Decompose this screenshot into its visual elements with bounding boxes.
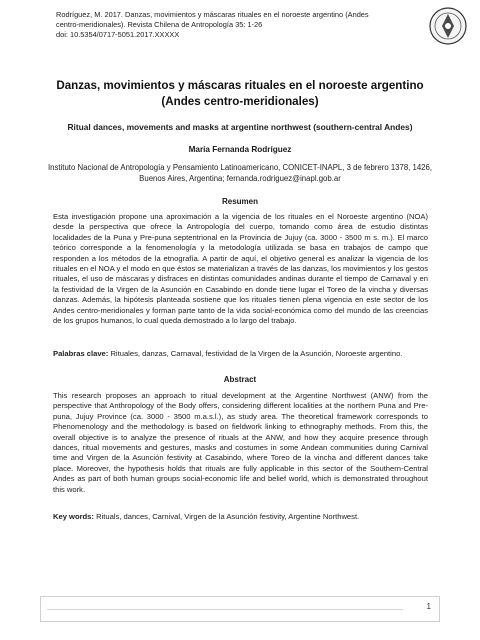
abstract-text: This research proposes an approach to ritual development at the Argentine Northwest (ANW) from the perspective that Anthropology of the Body offers, considering different localities at the northern Puna and Pre-puna, Jujuy Province (ca. 3000 - 3500 m.a.s.l.), as study area. The theoretical framework corresponds to Phenomenology and the methodology is based on fieldwork linking to ethnography methods. From this, the overall objective is to analyze the presence of rituals at the ANW, and how they acquire presence through dances, ritual movements and gestures, masks and costumes in some Andean communities during Carnival time and Virgen de la Asunción festivity at Casabindo, where Toreo de la vincha and different dances take place. Moreover, the hypothesis holds that rituals are fully applicable in this sector of the Southern-Central Andes as part of both human groups social-economic life and belief world, which is demonstrated throughout this work. — [53, 391, 428, 494]
page-footer — [40, 596, 440, 622]
abstract-keywords — [53, 512, 428, 522]
citation-line: centro-meridionales). Revista Chilena de Antropología 35: 1-26 — [56, 20, 263, 30]
keywords-label: Key words: — [53, 512, 94, 521]
article-title: Danzas, movimientos y máscaras rituales en el noroeste argentino (Andes centro-meridionales) — [56, 79, 424, 108]
keywords-value: Rituales, danzas, Carnaval, festividad de la Virgen de la Asunción, Noroeste argentino. — [110, 349, 403, 358]
resumen-text: Esta investigación propone una aproximación a la vigencia de los rituales en el Noroeste argentino (NOA) desde la perspectiva que ofrece la Antropología del cuerpo, tomando como área de estudio distintas localidades de la Puna y Pre-puna septentrional en la Provincia de Jujuy (ca. 3000 - 3500 m s. m.). El marco teórico corresponde a la fenomenología y la metodología utilizada se basa en trabajos de campo que responden a los métodos de la etnografía. A partir de aquí, el objetivo general es analizar la vigencia de los rituales en el NOA y el modo en que éstos se materializan a través de las danzas, los movimientos y los gestos rituales, el uso de máscaras y disfraces en distintas comunidades andinas durante el tiempo de Carnaval y en la festividad de la Virgen de la Asunción en Casabindo en donde tiene lugar el Toreo de la vincha y diversas danzas. Además, la hipótesis planteada sostiene que los rituales tienen plena vigencia en este sector de los Andes centro-meridionales y forman parte tanto de la vida social-económica como del mundo de las creencias de los grupos humanos, lo cual queda demostrado a lo largo del trabajo. — [53, 212, 428, 326]
resumen-heading: Resumen — [221, 197, 258, 206]
english-title: Ritual dances, movements and masks at argentine northwest (southern-central Andes) — [67, 122, 413, 132]
keywords-label: Palabras clave: — [53, 349, 109, 358]
footer-divider — [47, 609, 403, 610]
page-number: 1 — [426, 602, 431, 611]
author-name: María Fernanda Rodríguez — [188, 145, 292, 154]
keywords-value: Rituals, dances, Carnival, Virgen de la Asunción festivity, Argentine Northwest. — [96, 512, 360, 521]
citation-doi: doi: 10.5354/0717-5051.2017.XXXXX — [56, 30, 180, 40]
citation-header — [56, 10, 436, 41]
resumen-keywords — [53, 349, 428, 359]
journal-logo — [428, 6, 468, 46]
abstract-heading: Abstract — [223, 375, 257, 384]
author-affiliation: Instituto Nacional de Antropología y Pensamiento Latinoamericano, CONICET-INAPL, 3 de febrero 1378, 1426, Buenos Aires, Argentina; fernanda.rodriguez@inapl.gob.ar — [48, 163, 433, 183]
citation-line: Rodríguez, M. 2017. Danzas, movimientos y máscaras rituales en el noroeste argentino (Andes — [56, 10, 369, 19]
